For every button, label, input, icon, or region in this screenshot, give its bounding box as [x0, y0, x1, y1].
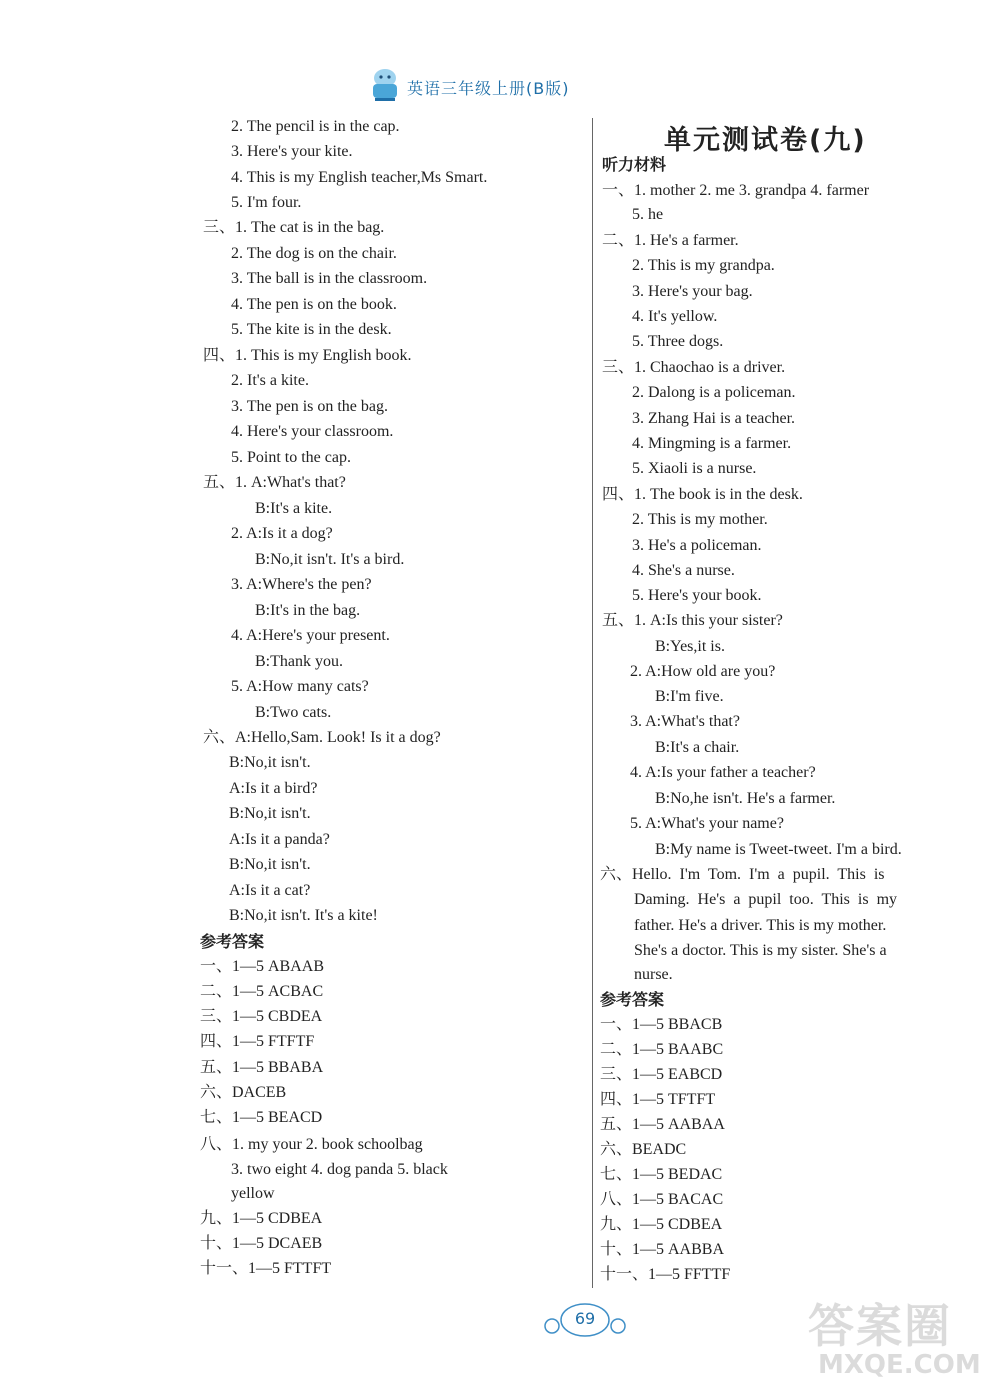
- answer-line: 二、1—5 BAABC: [600, 1041, 724, 1058]
- answer-line: 三、1—5 CBDEA: [200, 1008, 323, 1025]
- answer-line: 四、1—5 FTFTF: [200, 1033, 315, 1050]
- answer-line: 五、1—5 AABAA: [600, 1116, 725, 1133]
- text-line: B:It's in the bag.: [255, 602, 361, 619]
- answer-line: 六、DACEB: [200, 1084, 287, 1101]
- watermark: [808, 1290, 998, 1385]
- text-line: B:It's a kite.: [255, 500, 333, 517]
- text-line: 3. The ball is in the classroom.: [231, 270, 428, 287]
- text-line: B:I'm five.: [655, 688, 724, 705]
- text-line: B:Thank you.: [255, 653, 343, 670]
- answer-line: 五、1—5 BBABA: [200, 1059, 324, 1076]
- text-line: 五、1. A:What's that?: [203, 474, 346, 491]
- text-line: B:No,he isn't. He's a farmer.: [655, 790, 836, 807]
- text-line: 5. I'm four.: [231, 194, 302, 211]
- text-line: 2. Dalong is a policeman.: [632, 384, 796, 401]
- text-line: 四、1. This is my English book.: [203, 347, 412, 364]
- text-line: 4. She's a nurse.: [632, 562, 735, 579]
- text-line: B:No,it isn't. It's a kite!: [229, 907, 378, 924]
- answer-line: 一、1—5 ABAAB: [200, 958, 325, 975]
- page-number: 69: [574, 1309, 596, 1328]
- text-line: 4. Mingming is a farmer.: [632, 435, 792, 452]
- answer-line: 八、1—5 BACAC: [600, 1191, 724, 1208]
- answer-line: 十、1—5 AABBA: [600, 1241, 725, 1258]
- page-footer: [540, 1300, 630, 1344]
- text-line: 5. A:How many cats?: [231, 678, 369, 695]
- text-line: 5. Three dogs.: [632, 333, 724, 350]
- text-line: 六、A:Hello,Sam. Look! Is it a dog?: [203, 729, 441, 746]
- answer-line: 八、1. my your 2. book schoolbag: [200, 1136, 423, 1153]
- text-line: 五、1. A:Is this your sister?: [602, 612, 783, 629]
- answer-line: 3. two eight 4. dog panda 5. black: [231, 1161, 448, 1178]
- passage-line: nurse.: [634, 966, 673, 983]
- text-line: 4. A:Is your father a teacher?: [630, 764, 816, 781]
- text-line: 一、1. mother 2. me 3. grandpa 4. farmer: [602, 182, 870, 199]
- answer-line: 九、1—5 CDBEA: [600, 1216, 723, 1233]
- unit-test-title: 单元测试卷(九): [664, 125, 867, 156]
- text-line: B:It's a chair.: [655, 739, 740, 756]
- text-line: 2. The dog is on the chair.: [231, 245, 397, 262]
- running-header: [355, 66, 595, 106]
- text-line: 二、1. He's a farmer.: [602, 232, 739, 249]
- text-line: 3. Here's your bag.: [632, 283, 753, 300]
- answer-line: 七、1—5 BEDAC: [600, 1166, 723, 1183]
- text-line: B:Two cats.: [255, 704, 332, 721]
- column-divider: [592, 118, 593, 1288]
- text-line: 2. A:Is it a dog?: [231, 525, 333, 542]
- answer-line: 三、1—5 EABCD: [600, 1066, 723, 1083]
- text-line: 4. This is my English teacher,Ms Smart.: [231, 169, 488, 186]
- answer-key-heading: 参考答案: [200, 932, 265, 951]
- text-line: 2. A:How old are you?: [630, 663, 776, 680]
- text-line: 三、1. Chaochao is a driver.: [602, 359, 786, 376]
- passage-line: She's a doctor. This is my sister. She's a: [634, 942, 887, 959]
- text-line: B:No,it isn't.: [229, 856, 311, 873]
- answer-line: 二、1—5 ACBAC: [200, 983, 324, 1000]
- passage-line: Daming. He's a pupil too. This is my: [634, 891, 898, 908]
- text-line: 3. The pen is on the bag.: [231, 398, 389, 415]
- text-line: A:Is it a bird?: [229, 780, 318, 797]
- watermark-logo: 答案圈: [808, 1299, 952, 1353]
- text-line: B:My name is Tweet-tweet. I'm a bird.: [655, 841, 902, 858]
- answer-key-heading: 参考答案: [600, 990, 665, 1009]
- passage-line: 六、Hello. I'm Tom. I'm a pupil. This is: [600, 866, 885, 883]
- text-line: A:Is it a panda?: [229, 831, 330, 848]
- answer-line: 十、1—5 DCAEB: [200, 1235, 323, 1252]
- text-line: 4. Here's your classroom.: [231, 423, 394, 440]
- text-line: 四、1. The book is in the desk.: [602, 486, 803, 503]
- text-line: 2. This is my grandpa.: [632, 257, 775, 274]
- answer-line: 十一、1—5 FFTTF: [600, 1266, 731, 1283]
- text-line: 4. The pen is on the book.: [231, 296, 397, 313]
- text-line: 5. Xiaoli is a nurse.: [632, 460, 757, 477]
- text-line: B:No,it isn't.: [229, 805, 311, 822]
- text-line: B:No,it isn't.: [229, 754, 311, 771]
- text-line: 5. A:What's your name?: [630, 815, 784, 832]
- text-line: A:Is it a cat?: [229, 882, 311, 899]
- watermark-url: MXQE.COM: [818, 1350, 981, 1380]
- text-line: 5. Point to the cap.: [231, 449, 351, 466]
- answer-line: 九、1—5 CDBEA: [200, 1210, 323, 1227]
- text-line: 5. he: [632, 206, 664, 223]
- text-line: B:No,it isn't. It's a bird.: [255, 551, 405, 568]
- text-line: 2. The pencil is in the cap.: [231, 118, 400, 135]
- passage-line: father. He's a driver. This is my mother.: [634, 917, 887, 934]
- header-title: 英语三年级上册(B版): [407, 79, 570, 98]
- text-line: 5. The kite is in the desk.: [231, 321, 392, 338]
- answer-line: 一、1—5 BBACB: [600, 1016, 723, 1033]
- text-line: 2. This is my mother.: [632, 511, 768, 528]
- answer-line: 六、BEADC: [600, 1141, 687, 1158]
- text-line: 3. He's a policeman.: [632, 537, 762, 554]
- listening-heading: 听力材料: [602, 155, 667, 174]
- text-line: 2. It's a kite.: [231, 372, 309, 389]
- text-line: 3. A:Where's the pen?: [231, 576, 372, 593]
- text-line: 4. A:Here's your present.: [231, 627, 390, 644]
- text-line: 3. Here's your kite.: [231, 143, 353, 160]
- text-line: 三、1. The cat is in the bag.: [203, 219, 385, 236]
- text-line: 4. It's yellow.: [632, 308, 718, 325]
- text-line: 3. A:What's that?: [630, 713, 740, 730]
- text-line: B:Yes,it is.: [655, 638, 725, 655]
- text-line: 5. Here's your book.: [632, 587, 762, 604]
- answer-line: 十一、1—5 FTTFT: [200, 1260, 332, 1277]
- answer-line: 七、1—5 BEACD: [200, 1109, 323, 1126]
- text-line: 3. Zhang Hai is a teacher.: [632, 410, 796, 427]
- mascot-logo-icon: [365, 66, 405, 104]
- answer-line: 四、1—5 TFTFT: [600, 1091, 716, 1108]
- answer-line: yellow: [231, 1185, 275, 1202]
